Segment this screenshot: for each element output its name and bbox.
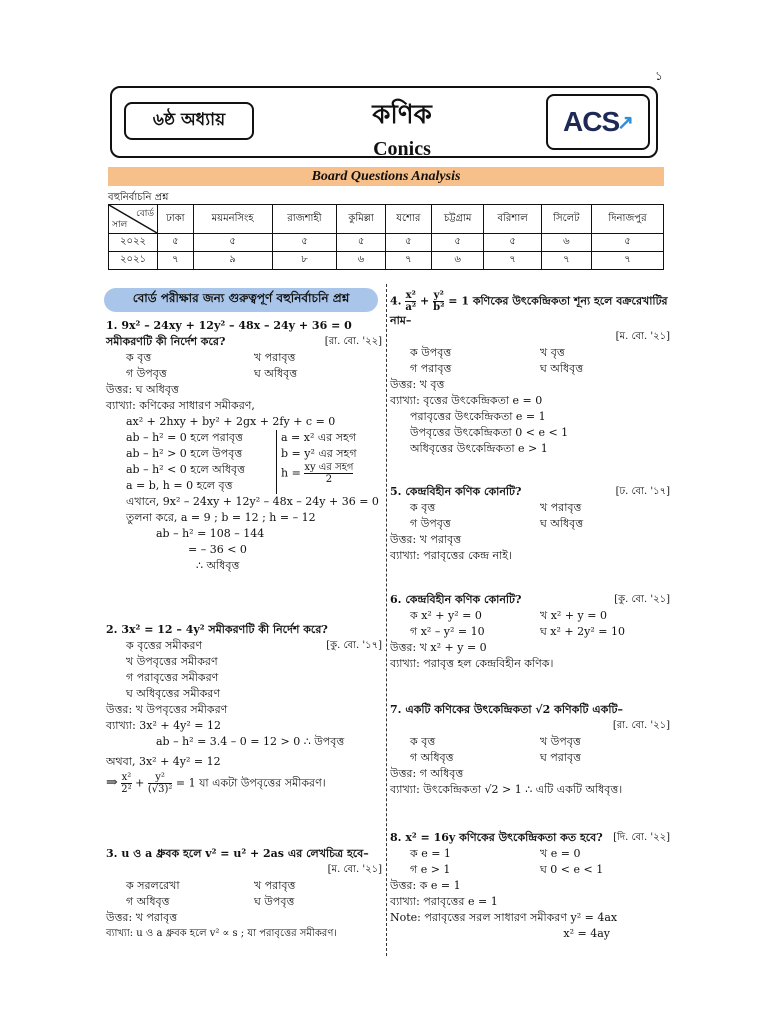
option[interactable]: ঘ x² + 2y² = 10: [540, 625, 625, 638]
option[interactable]: খ বৃত্ত: [540, 346, 565, 359]
explanation-line: পরাবৃত্তের উৎকেন্দ্রিকতা e = 1: [410, 410, 546, 423]
explanation-line: ব্যাখ্যা: কণিকের সাধারণ সমীকরণ,: [106, 399, 255, 412]
board-source: [রা. বো. '২২]: [324, 336, 382, 347]
option[interactable]: ঘ অধিবৃত্ত: [254, 367, 298, 380]
question-7: [390, 702, 670, 798]
acs-logo: [546, 94, 650, 150]
option[interactable]: ঘ পরাবৃত্ত: [540, 751, 581, 764]
option[interactable]: গ e > 1: [410, 863, 451, 876]
question-text: 2. 3x² = 12 – 4y² সমীকরণটি কী নির্দেশ করে? [কু. বো. '১৭]: [106, 622, 382, 638]
option[interactable]: ঘ অধিবৃত্তের সমীকরণ: [126, 687, 221, 700]
general-equation: ax² + 2hxy + by² + 2gx + 2fy + c = 0: [126, 415, 336, 428]
board-analysis-table: [108, 204, 664, 270]
corner-year: সাল: [112, 220, 128, 230]
question-stem: x² = 16y কণিকের উৎকেন্দ্রিকতা কত হবে?: [405, 831, 603, 844]
explanation-line: ab – h² = 108 – 144: [156, 527, 265, 540]
board-header: কুমিল্লা: [337, 205, 386, 234]
condition-line: ab – h² > 0 হলে উপবৃত্ত: [126, 447, 243, 460]
board-header: যশোর: [385, 205, 431, 234]
option[interactable]: গ উপবৃত্ত: [126, 367, 167, 380]
coef-line: b = y² এর সহগ: [281, 447, 357, 460]
board-source: [রা. বো. '২১]: [612, 720, 670, 731]
answer: উত্তর: খ x² + y = 0: [390, 641, 487, 654]
coef-line: h = $\frac{\text{xy এর সহগ}}{2}$: [281, 462, 354, 485]
table-header-row: [109, 205, 664, 234]
options: [390, 608, 670, 640]
option[interactable]: ঘ উপবৃত্ত: [254, 895, 295, 908]
question-5: [390, 484, 670, 564]
answer: উত্তর: খ পরাবৃত্ত: [390, 533, 462, 546]
explanation-line: ব্যাখ্যা: উৎকেন্দ্রিকতা √2 > 1 ∴ এটি একটি অধিবৃত্ত।: [390, 783, 623, 796]
option[interactable]: ক বৃত্তের সমীকরণ: [126, 639, 203, 652]
option[interactable]: গ অধিবৃত্ত: [410, 751, 454, 764]
question-stem: একটি কণিকের উৎকেন্দ্রিকতা √2 কণিকটি একটি–: [405, 703, 624, 716]
answer: উত্তর: খ বৃত্ত: [390, 378, 445, 391]
option[interactable]: খ উপবৃত্তের সমীকরণ: [126, 655, 218, 668]
option[interactable]: ক বৃত্ত: [410, 735, 436, 748]
table-row: [109, 234, 664, 252]
count-cell: ৬: [541, 234, 591, 252]
question-text: 3. u ও a ধ্রুবক হলে v² = u² + 2as এর লেখচিত্র হবে–: [106, 847, 369, 860]
question-8: [390, 830, 670, 942]
option[interactable]: খ পরাবৃত্ত: [254, 879, 296, 892]
count-cell: ৬: [337, 252, 386, 270]
board-header: ঢাকা: [158, 205, 194, 234]
option[interactable]: খ x² + y = 0: [540, 609, 607, 622]
count-cell: ৫: [158, 234, 194, 252]
option[interactable]: ক উপবৃত্ত: [410, 346, 452, 359]
count-cell: ৭: [541, 252, 591, 270]
explanation-line: উপবৃত্তের উৎকেন্দ্রিকতা 0 < e < 1: [410, 426, 569, 439]
note-line: x² = 4ay: [563, 927, 610, 940]
title-bangla: কণিক: [372, 100, 432, 130]
question-stem: কেন্দ্রবিহীন কণিক কোনটি?: [405, 593, 522, 606]
explanation-line: ব্যাখ্যা: পরাবৃত্ত হল কেন্দ্রবিহীন কণিক।: [390, 657, 554, 670]
option[interactable]: ঘ 0 < e < 1: [540, 863, 604, 876]
option[interactable]: ক x² + y² = 0: [410, 609, 482, 622]
count-cell: ৫: [431, 234, 484, 252]
board-source: [কু. বো. '১৭]: [326, 640, 382, 651]
question-stem: 9x² – 24xy + 12y² – 48x – 24y + 36 = 0 সমীকরণটি কী নির্দেশ করে?: [106, 319, 352, 348]
board-source: [কু. বো. '২১]: [614, 594, 670, 605]
board-source: [ঢ. বো. '১৭]: [615, 486, 670, 497]
explanation-line: ব্যাখ্যা: পরাবৃত্তের e = 1: [390, 895, 498, 908]
arrow-icon: ↗: [617, 111, 633, 134]
option[interactable]: খ e = 0: [540, 847, 581, 860]
mcq-label: বহুনির্বাচনি প্রশ্ন: [108, 192, 169, 203]
option[interactable]: খ পরাবৃত্ত: [254, 351, 296, 364]
logo-text: ACS: [563, 106, 620, 137]
explanation-line: ব্যাখ্যা: 3x² + 4y² = 12: [106, 719, 221, 732]
condition-line: ab – h² < 0 হলে অধিবৃত্ত: [126, 463, 246, 476]
option[interactable]: খ উপবৃত্ত: [540, 735, 581, 748]
explanation-line: ∴ অধিবৃত্ত: [196, 559, 240, 572]
analysis-banner: Board Questions Analysis: [108, 167, 664, 186]
board-header: দিনাজপুর: [591, 205, 663, 234]
explanation-line: ব্যাখ্যা: পরাবৃত্তের কেন্দ্র নাই।: [390, 549, 512, 562]
options: [106, 350, 382, 382]
year-cell: ২০২১: [109, 252, 158, 270]
table-corner: [109, 205, 157, 233]
column-divider: [386, 284, 387, 956]
option[interactable]: ক বৃত্ত: [126, 351, 152, 364]
count-cell: ৭: [385, 252, 431, 270]
question-4: [390, 290, 670, 457]
question-text: 6. কেন্দ্রবিহীন কণিক কোনটি? [কু. বো. '২১]: [390, 593, 670, 606]
board-header: চট্টগ্রাম: [431, 205, 484, 234]
condition-line: a = b, h = 0 হলে বৃত্ত: [126, 479, 233, 492]
options: [390, 734, 670, 766]
question-text: 1. 9x² – 24xy + 12y² – 48x – 24y + 36 = 0 সমীকরণটি কী নির্দেশ করে? [রা. বো. '২২]: [106, 319, 382, 348]
chapter-label: ৬ষ্ঠ অধ্যায়: [124, 102, 254, 140]
corner-board: বোর্ড: [136, 209, 154, 219]
answer: উত্তর: খ উপবৃত্তের সমীকরণ: [106, 703, 228, 716]
ellipse-form: ⇒ $\frac{\text{x²}}{\text{2²}}$ + $\frac{\text{y²}}{\text{(√3)²}}$ = 1 যা একটা উপবৃত্তের সমীকরণ।: [106, 772, 326, 795]
board-header: রাজশাহী: [272, 205, 337, 234]
count-cell: ৫: [337, 234, 386, 252]
board-source: [দি. বো. '২২]: [613, 832, 670, 843]
question-2: [106, 622, 382, 795]
option[interactable]: গ অধিবৃত্ত: [126, 895, 170, 908]
answer: উত্তর: খ পরাবৃত্ত: [106, 911, 178, 924]
count-cell: ৫: [193, 234, 272, 252]
option[interactable]: ক সরলরেখা: [126, 879, 180, 892]
options: [390, 500, 670, 532]
question-6: [390, 592, 670, 672]
option[interactable]: গ উপবৃত্ত: [410, 517, 451, 530]
count-cell: ৫: [591, 234, 663, 252]
table-row: [109, 252, 664, 270]
explanation-line: ব্যাখ্যা: u ও a ধ্রুবক হলে v² ∝ s ; যা পরাবৃত্তের সমীকরণ।: [106, 928, 337, 939]
answer: উত্তর: ঘ অধিবৃত্ত: [106, 383, 179, 396]
explanation-line: ব্যাখ্যা: বৃত্তের উৎকেন্দ্রিকতা e = 0: [390, 394, 543, 407]
options: [390, 345, 670, 377]
answer: উত্তর: ক e = 1: [390, 879, 461, 892]
count-cell: ৫: [484, 234, 541, 252]
option[interactable]: ঘ অধিবৃত্ত: [540, 362, 584, 375]
chapter-title: [292, 92, 512, 161]
note: Note: পরাবৃত্তের সরল সাধারণ সমীকরণ y² = 4ax: [390, 911, 618, 924]
board-header: বরিশাল: [484, 205, 541, 234]
board-source: [ম. বো. '২১]: [615, 331, 670, 342]
answer: উত্তর: গ অধিবৃত্ত: [390, 767, 464, 780]
count-cell: ৭: [484, 252, 541, 270]
count-cell: ৫: [385, 234, 431, 252]
count-cell: ৭: [158, 252, 194, 270]
explanation-line: অথবা, 3x² + 4y² = 12: [106, 755, 221, 768]
year-cell: ২০২২: [109, 234, 158, 252]
section-title: বোর্ড পরীক্ষার জন্য গুরুত্বপূর্ণ বহুনির্বাচনি প্রশ্ন: [104, 288, 378, 312]
count-cell: ৯: [193, 252, 272, 270]
question-1: [106, 318, 382, 574]
explanation-line: অধিবৃত্তের উৎকেন্দ্রিকতা e > 1: [410, 442, 548, 455]
question-text: 5. কেন্দ্রবিহীন কণিক কোনটি? [ঢ. বো. '১৭]: [390, 485, 670, 498]
options: [106, 878, 382, 910]
option[interactable]: ঘ অধিবৃত্ত: [540, 517, 584, 530]
coef-line: a = x² এর সহগ: [281, 431, 357, 444]
explanation-line: ab – h² = 3.4 – 0 = 12 > 0 ∴ উপবৃত্ত: [156, 735, 345, 748]
explanation-line: তুলনা করে, a = 9 ; b = 12 ; h = – 12: [126, 511, 316, 524]
question-text: 7. একটি কণিকের উৎকেন্দ্রিকতা √2 কণিকটি একটি–: [390, 703, 624, 716]
question-stem: কেন্দ্রবিহীন কণিক কোনটি?: [405, 485, 522, 498]
option[interactable]: গ x² – y² = 10: [410, 625, 485, 638]
option[interactable]: গ পরাবৃত্ত: [410, 362, 452, 375]
title-english: Conics: [373, 138, 431, 160]
question-text: 8. x² = 16y কণিকের উৎকেন্দ্রিকতা কত হবে? [দি. বো. '২২]: [390, 831, 670, 844]
condition-line: ab – h² = 0 হলে পরাবৃত্ত: [126, 431, 243, 444]
question-stem: 3x² = 12 – 4y² সমীকরণটি কী নির্দেশ করে?: [121, 623, 328, 636]
explanation-line: = – 36 < 0: [188, 543, 247, 556]
board-header: ময়মনসিংহ: [193, 205, 272, 234]
question-3: [106, 846, 382, 942]
options: [390, 846, 670, 878]
chapter-header: [110, 86, 658, 158]
board-header: সিলেট: [541, 205, 591, 234]
question-stem: u ও a ধ্রুবক হলে v² = u² + 2as এর লেখচিত্র হবে–: [121, 847, 369, 860]
board-source: [ম. বো. '২১]: [327, 864, 382, 875]
count-cell: ৫: [272, 234, 337, 252]
explanation-line: এখানে, 9x² – 24xy + 12y² – 48x – 24y + 36 = 0: [126, 495, 379, 508]
question-stem: = 1 কণিকের উৎকেন্দ্রিকতা শূন্য হলে বক্ররেখাটির নাম–: [390, 294, 668, 327]
question-text: 4. $\frac{\text{x²}}{\text{a²}}$ + $\frac{\text{y²}}{\text{b²}}$ = 1 কণিকের উৎকেন্দ্রিকতা শূন্য হলে বক্ররেখাটির নাম–: [390, 290, 668, 327]
count-cell: ৭: [591, 252, 663, 270]
page-number: ১: [655, 69, 663, 83]
option[interactable]: ক বৃত্ত: [410, 501, 436, 514]
count-cell: ৬: [431, 252, 484, 270]
option[interactable]: খ পরাবৃত্ত: [540, 501, 582, 514]
condition-block: [106, 430, 382, 494]
count-cell: ৮: [272, 252, 337, 270]
option[interactable]: গ পরাবৃত্তের সমীকরণ: [126, 671, 219, 684]
option[interactable]: ক e = 1: [410, 847, 451, 860]
